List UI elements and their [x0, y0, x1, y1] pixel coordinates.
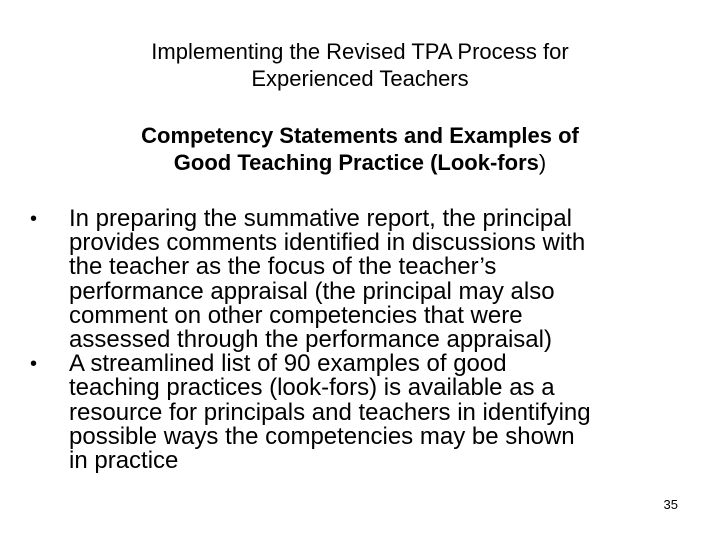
bullet-line: possible ways the competencies may be shown: [69, 422, 575, 450]
bullet-line: resource for principals and teachers in identifying: [69, 398, 591, 426]
bullet-marker: •: [30, 353, 38, 376]
bullet-marker: •: [30, 208, 38, 230]
bullet-line: performance appraisal (the principal may also: [69, 277, 555, 305]
slide-title: [0, 38, 720, 92]
slide-subtitle-line-1: Competency Statements and Examples of: [141, 123, 579, 148]
bullet-line: in practice: [69, 447, 179, 475]
bullet-item-look-fors-list: [28, 352, 698, 473]
bullet-line: provides comments identified in discussions with: [69, 229, 586, 257]
slide-title-line-2: Experienced Teachers: [251, 66, 469, 91]
slide-subtitle: [0, 122, 720, 176]
bullet-text: [69, 352, 698, 473]
slide-title-line-1: Implementing the Revised TPA Process for: [151, 39, 569, 64]
slide-subtitle-line-2-wrap: [0, 149, 720, 176]
bullet-line: In preparing the summative report, the principal: [69, 205, 572, 232]
page-number: 35: [663, 497, 678, 512]
slide-subtitle-close-paren: ): [538, 150, 547, 175]
bullet-line: A streamlined list of 90 examples of good: [69, 350, 507, 378]
bullet-line: the teacher as the focus of the teacher’s: [69, 253, 497, 281]
bullet-line: teaching practices (look-fors) is available as a: [69, 374, 555, 402]
bullet-line: comment on other competencies that were: [69, 301, 523, 329]
bullet-text: [69, 207, 698, 352]
bullet-line: assessed through the performance appraisal): [69, 326, 552, 354]
slide-subtitle-line-2: Good Teaching Practice (Look-fors: [173, 150, 539, 175]
bullet-list: [28, 207, 698, 473]
bullet-item-summative-report: [28, 207, 698, 352]
